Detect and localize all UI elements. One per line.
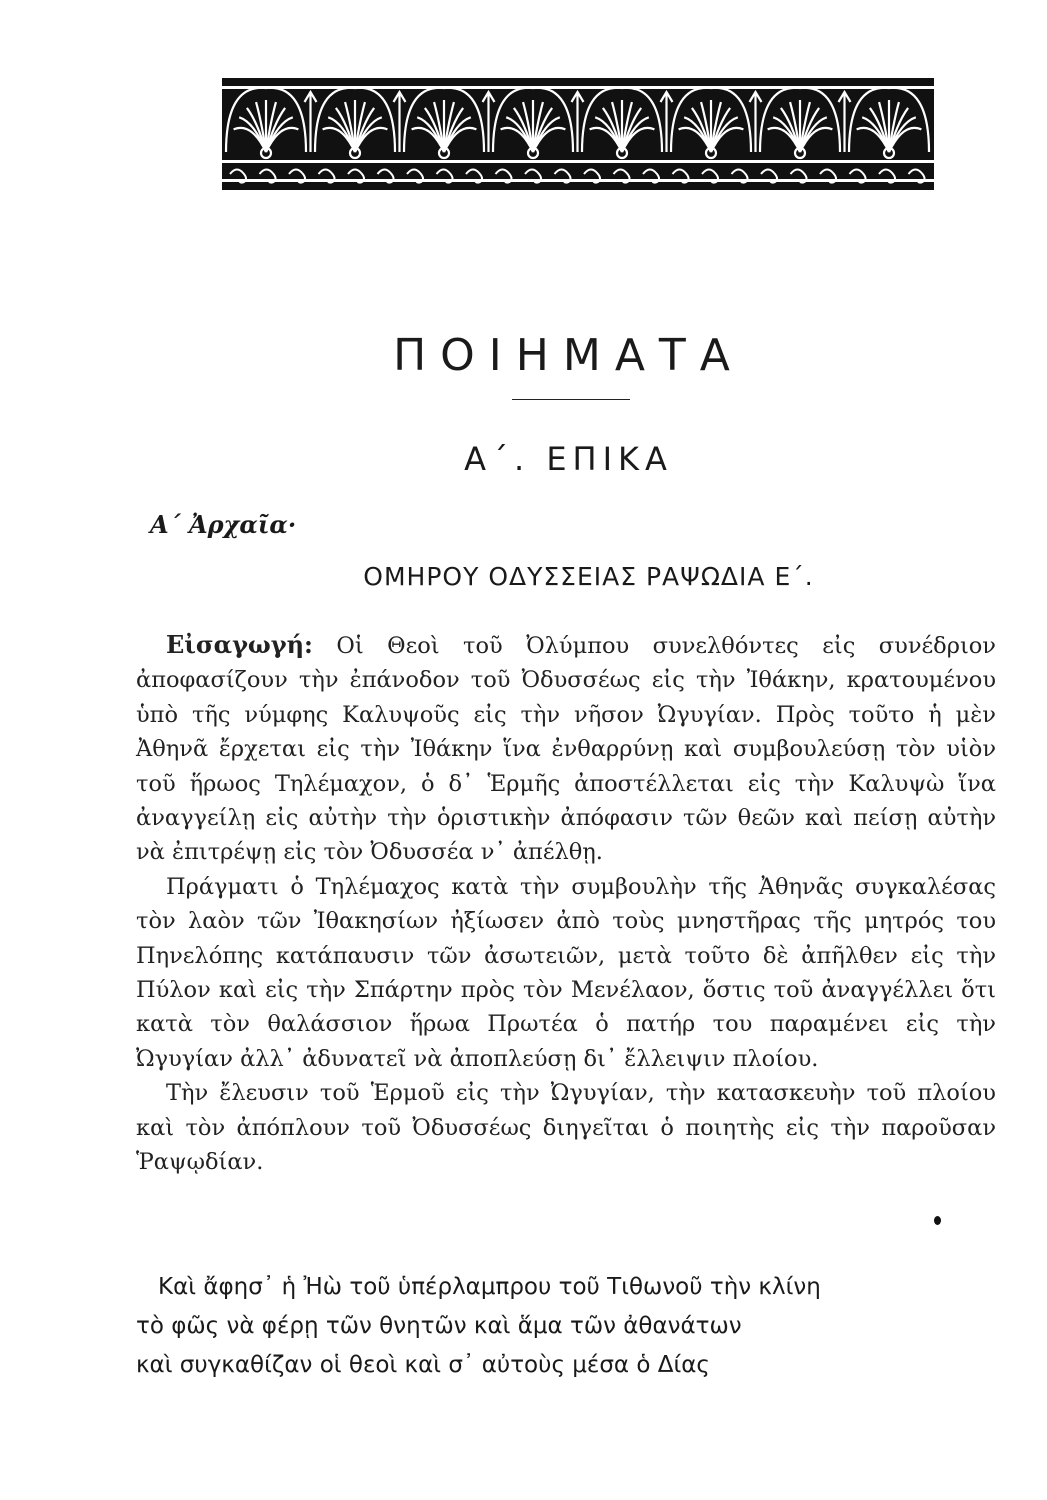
section-heading: Α΄. ΕΠΙΚΑ [464, 440, 673, 478]
page-title: ΠΟΙΗΜΑΤΑ [393, 330, 744, 381]
print-mark [934, 1216, 941, 1225]
introduction [136, 628, 996, 1180]
intro-label: Εἰσαγωγή: [166, 630, 313, 659]
verse-line: καὶ συγκαθίζαν οἱ θεοὶ καὶ σ᾽ αὐτοὺς μέσα ὁ Δίας [136, 1352, 710, 1378]
intro-paragraph-2: Πράγματι ὁ Τηλέμαχος κατὰ τὴν συμβουλὴν τῆς Ἀθηνᾶς συγκαλέσας τὸν λαὸν τῶν Ἰθακησίων ἠξίωσεν ἀπὸ τοὺς μνηστῆρας τῆς μητρός του Πηνελόπης κατάπαυσιν τῶν ἀσωτειῶν, μετὰ τοῦτο δὲ ἀπῆλθεν εἰς τὴν Πύλον καὶ εἰς τὴν Σπάρτην πρὸς τὸν Μενέλαον, ὅστις τοῦ ἀναγγέλλει ὅτι κατὰ τὸν θαλάσσιον ἥρωα Πρωτέα ὁ πατήρ του παραμένει εἰς τὴν Ὠγυγίαν ἀλλ᾽ ἀδυνατεῖ νὰ ἀποπλεύσῃ δι᾽ ἔλλειψιν πλοίου. [136, 873, 996, 1072]
work-title: ΟΜΗΡΟΥ ΟΔΥΣΣΕΙΑΣ ΡΑΨΩΔΙΑ Ε΄. [363, 562, 814, 591]
intro-paragraph-1 [136, 628, 996, 870]
title-divider [512, 399, 630, 400]
verse-line: Καὶ ἄφησ᾽ ἡ Ἠὼ τοῦ ὑπέρλαμπρου τοῦ Τιθωνοῦ τὴν κλίνη [158, 1274, 821, 1300]
intro-paragraph-1-text: Οἱ Θεοὶ τοῦ Ὀλύμπου συνελθόντες εἰς συνέδριον ἀποφασίζουν τὴν ἐπάνοδον τοῦ Ὀδυσσέως εἰς τὴν Ἰθάκην, κρατουμένου ὑπὸ τῆς νύμφης Καλυψοῦς εἰς τὴν νῆσον Ὠγυγίαν. Πρὸς τοῦτο ἡ μὲν Ἀθηνᾶ ἔρχεται εἰς τὴν Ἰθάκην ἵνα ἐνθαρρύνῃ καὶ συμβουλεύσῃ τὸν υἱὸν τοῦ ἥρωος Τηλέμαχον, ὁ δ᾽ Ἑρμῆς ἀποστέλλεται εἰς τὴν Καλυψὼ ἵνα ἀναγγείλῃ εἰς αὐτὴν τὴν ὁριστικὴν ἀπόφασιν τῶν θεῶν καὶ πείσῃ αὐτὴν νὰ ἐπιτρέψῃ εἰς τὸν Ὀδυσσέα ν᾽ ἀπέλθῃ. [136, 633, 996, 866]
intro-paragraph-3: Τὴν ἔλευσιν τοῦ Ἑρμοῦ εἰς τὴν Ὠγυγίαν, τὴν κατασκευὴν τοῦ πλοίου καὶ τὸν ἀπόπλουν τοῦ Ὀδυσσέως διηγεῖται ὁ ποιητὴς εἰς τὴν παροῦσαν Ῥαψῳδίαν. [136, 1080, 996, 1176]
verse-block [136, 1268, 1016, 1385]
subsection-heading: Α΄ Ἀρχαῖα· [150, 510, 297, 539]
ornamental-header-band [222, 78, 934, 190]
verse-line: τὸ φῶς νὰ φέρῃ τῶν θνητῶν καὶ ἅμα τῶν ἀθανάτων [136, 1313, 742, 1339]
